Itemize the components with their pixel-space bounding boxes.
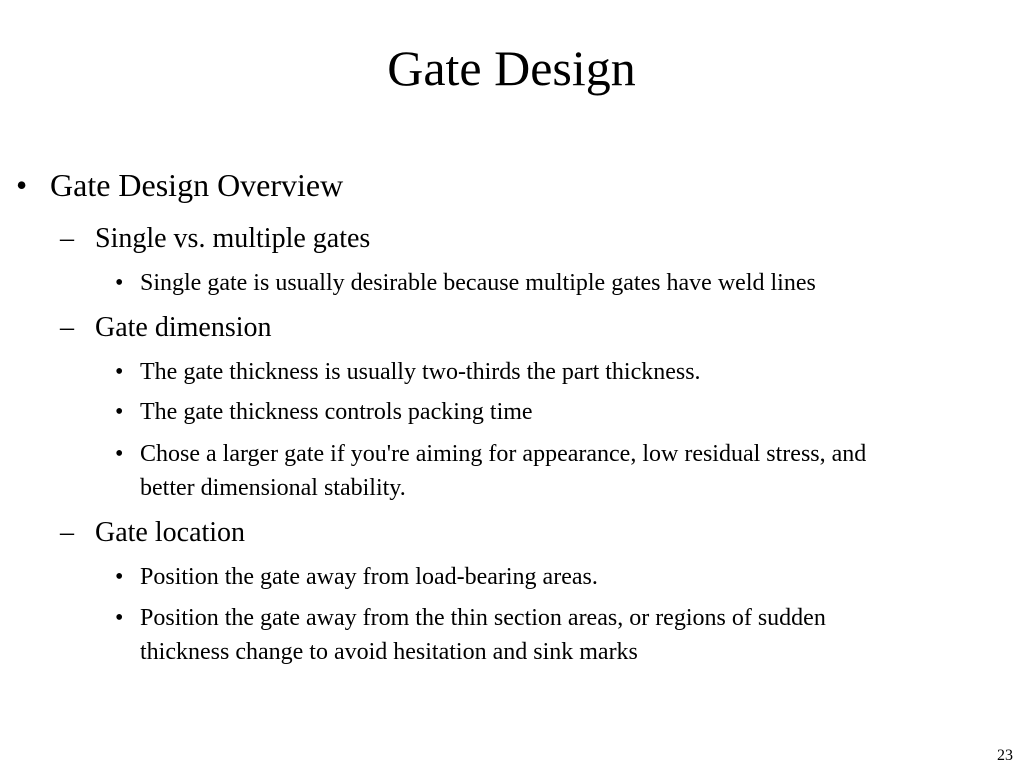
bullet-marker: • (115, 605, 124, 631)
bullet-marker: • (115, 399, 124, 425)
point-text: Single gate is usually desirable because multiple gates have weld lines (140, 270, 816, 296)
point-text: thickness change to avoid hesitation and sink marks (140, 639, 638, 665)
point-text: The gate thickness controls packing time (140, 399, 533, 425)
section-heading-item (60, 222, 371, 256)
point-continuation (140, 635, 638, 669)
dash-marker: – (60, 312, 74, 343)
bullet-marker: • (115, 359, 124, 385)
point-item (115, 601, 826, 635)
section-heading-item (60, 311, 272, 345)
point-continuation (140, 471, 406, 505)
bullet-marker: • (115, 564, 124, 590)
point-text: Position the gate away from the thin section areas, or regions of sudden (140, 605, 826, 631)
point-text: Position the gate away from load-bearing areas. (140, 564, 598, 590)
bullet-marker: • (115, 441, 124, 467)
section-heading: Gate location (95, 517, 246, 548)
point-item (115, 560, 598, 594)
section-heading: Single vs. multiple gates (95, 223, 371, 254)
point-text: Chose a larger gate if you're aiming for appearance, low residual stress, and (140, 441, 867, 467)
point-text: The gate thickness is usually two-thirds the part thickness. (140, 359, 701, 385)
slide-title: Gate Design (387, 40, 636, 96)
section-heading-item (60, 516, 246, 550)
point-item (115, 437, 867, 471)
main-heading: Gate Design Overview (50, 167, 344, 203)
main-bullet-item (16, 166, 344, 204)
bullet-marker: • (16, 167, 28, 203)
point-item (115, 395, 533, 429)
bullet-marker: • (115, 270, 124, 296)
dash-marker: – (60, 223, 74, 254)
section-heading: Gate dimension (95, 312, 272, 343)
point-item (115, 266, 816, 300)
dash-marker: – (60, 517, 74, 548)
point-item (115, 355, 701, 389)
slide-number: 23 (997, 747, 1013, 764)
point-text: better dimensional stability. (140, 475, 406, 501)
